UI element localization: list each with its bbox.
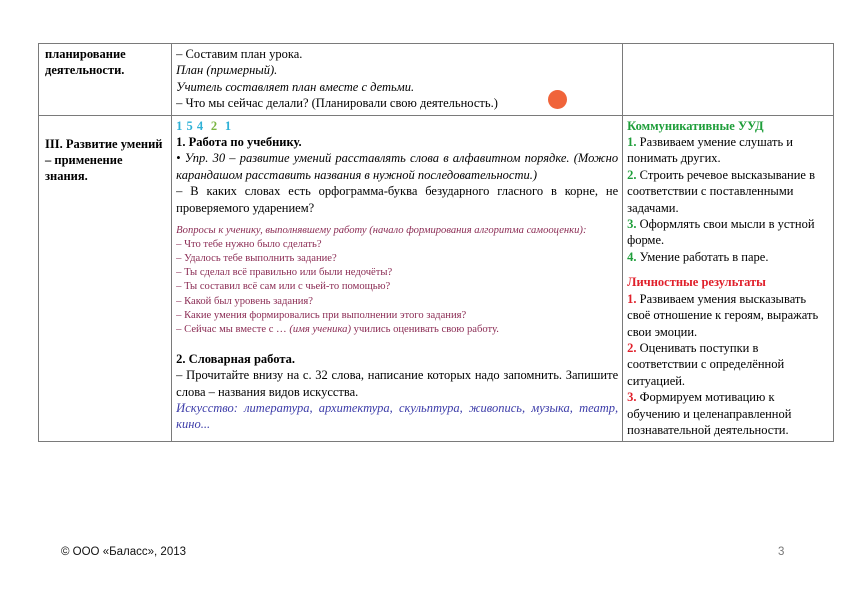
personal-item: 1. Развиваем умения высказывать своё отношение к героям, выражать свои эмоции. [627, 291, 819, 339]
uud-item: 3. Оформлять свои мысли в устной форме. [627, 217, 815, 248]
task-number: 2 [210, 118, 218, 133]
personal-item: 2. Оценивать поступки в соответствии с определённой ситуацией. [627, 340, 785, 388]
student-name-placeholder: (имя ученика) [289, 323, 351, 335]
activity-line: – Составим план урока. [176, 47, 303, 61]
stage-label: III. Развитие умений – применение знания. [45, 136, 163, 184]
task2-title: 2. Словарная работа. [176, 351, 295, 366]
task2-text: – Прочитайте внизу на с. 32 слова, написание которых надо запомнить. Запишите слова – названия видов искусства. [176, 368, 619, 399]
self-assessment-questions [176, 224, 618, 337]
activity-line: – Что мы сейчас делали? (Планировали свою деятельность.) [176, 96, 498, 111]
stage-label: планирование деятельности. [45, 47, 126, 78]
questions-intro: Вопросы к ученику, выполнявшему работу (начало формирования алгоритма самооценки): [176, 225, 587, 237]
personal-results-title: Личностные результаты [627, 275, 766, 290]
question-item: – Какой был уровень задания? [176, 295, 313, 307]
table-row [39, 44, 834, 116]
task-number: 1 [224, 118, 232, 133]
uud-item: 4. Умение работать в паре. [627, 249, 769, 264]
activity-cell [172, 115, 623, 442]
table-row [39, 115, 834, 442]
task1-title: 1. Работа по учебнику. [176, 135, 302, 150]
task-number: 1 5 4 [176, 118, 204, 133]
uud-item: 2. Строить речевое высказывание в соответствии с поставленными задачами. [627, 167, 815, 215]
stage-cell [39, 115, 172, 442]
stage-cell [39, 44, 172, 116]
lesson-plan-table [38, 43, 834, 442]
activity-line: План (примерный). [176, 63, 278, 78]
art-words: Искусство: литература, архитектура, скульптура, живопись, музыка, театр, кино... [176, 401, 619, 432]
task1-bullet: • Упр. 30 – развитие умений расставлять слова в алфавитном порядке. (Можно карандашом расставить названия в нужной последовательности.) [176, 151, 619, 182]
results-cell [623, 44, 834, 116]
personal-item: 3. Формируем мотивацию к обучению и целенаправленной познавательной деятельности. [627, 390, 792, 437]
task-numbers [176, 118, 618, 134]
question-item: – Ты сделал всё правильно или были недочёты? [176, 267, 393, 279]
question-item: – Что тебе нужно было сделать? [176, 239, 322, 251]
question-item: – Какие умения формировались при выполнении этого задания? [176, 309, 467, 321]
uud-item: 1. Развиваем умение слушать и понимать других. [627, 135, 793, 166]
uud-title: Коммуникативные УУД [627, 118, 764, 133]
question-item: – Удалось тебе выполнить задание? [176, 253, 337, 265]
orange-circle-marker [548, 90, 567, 109]
question-item: – Ты составил всё сам или с чьей-то помощью? [176, 281, 391, 293]
results-cell [623, 115, 834, 442]
task1-question: – В каких словах есть орфограмма-буква безударного гласного в корне, не проверяемого ударением? [176, 184, 619, 215]
page-number: 3 [778, 546, 785, 558]
question-item: – Сейчас мы вместе с … (имя ученика) учились оценивать свою работу. [176, 323, 499, 335]
footer-copyright: © ООО «Баласс», 2013 [61, 546, 187, 558]
activity-line: Учитель составляет план вместе с детьми. [176, 79, 415, 94]
